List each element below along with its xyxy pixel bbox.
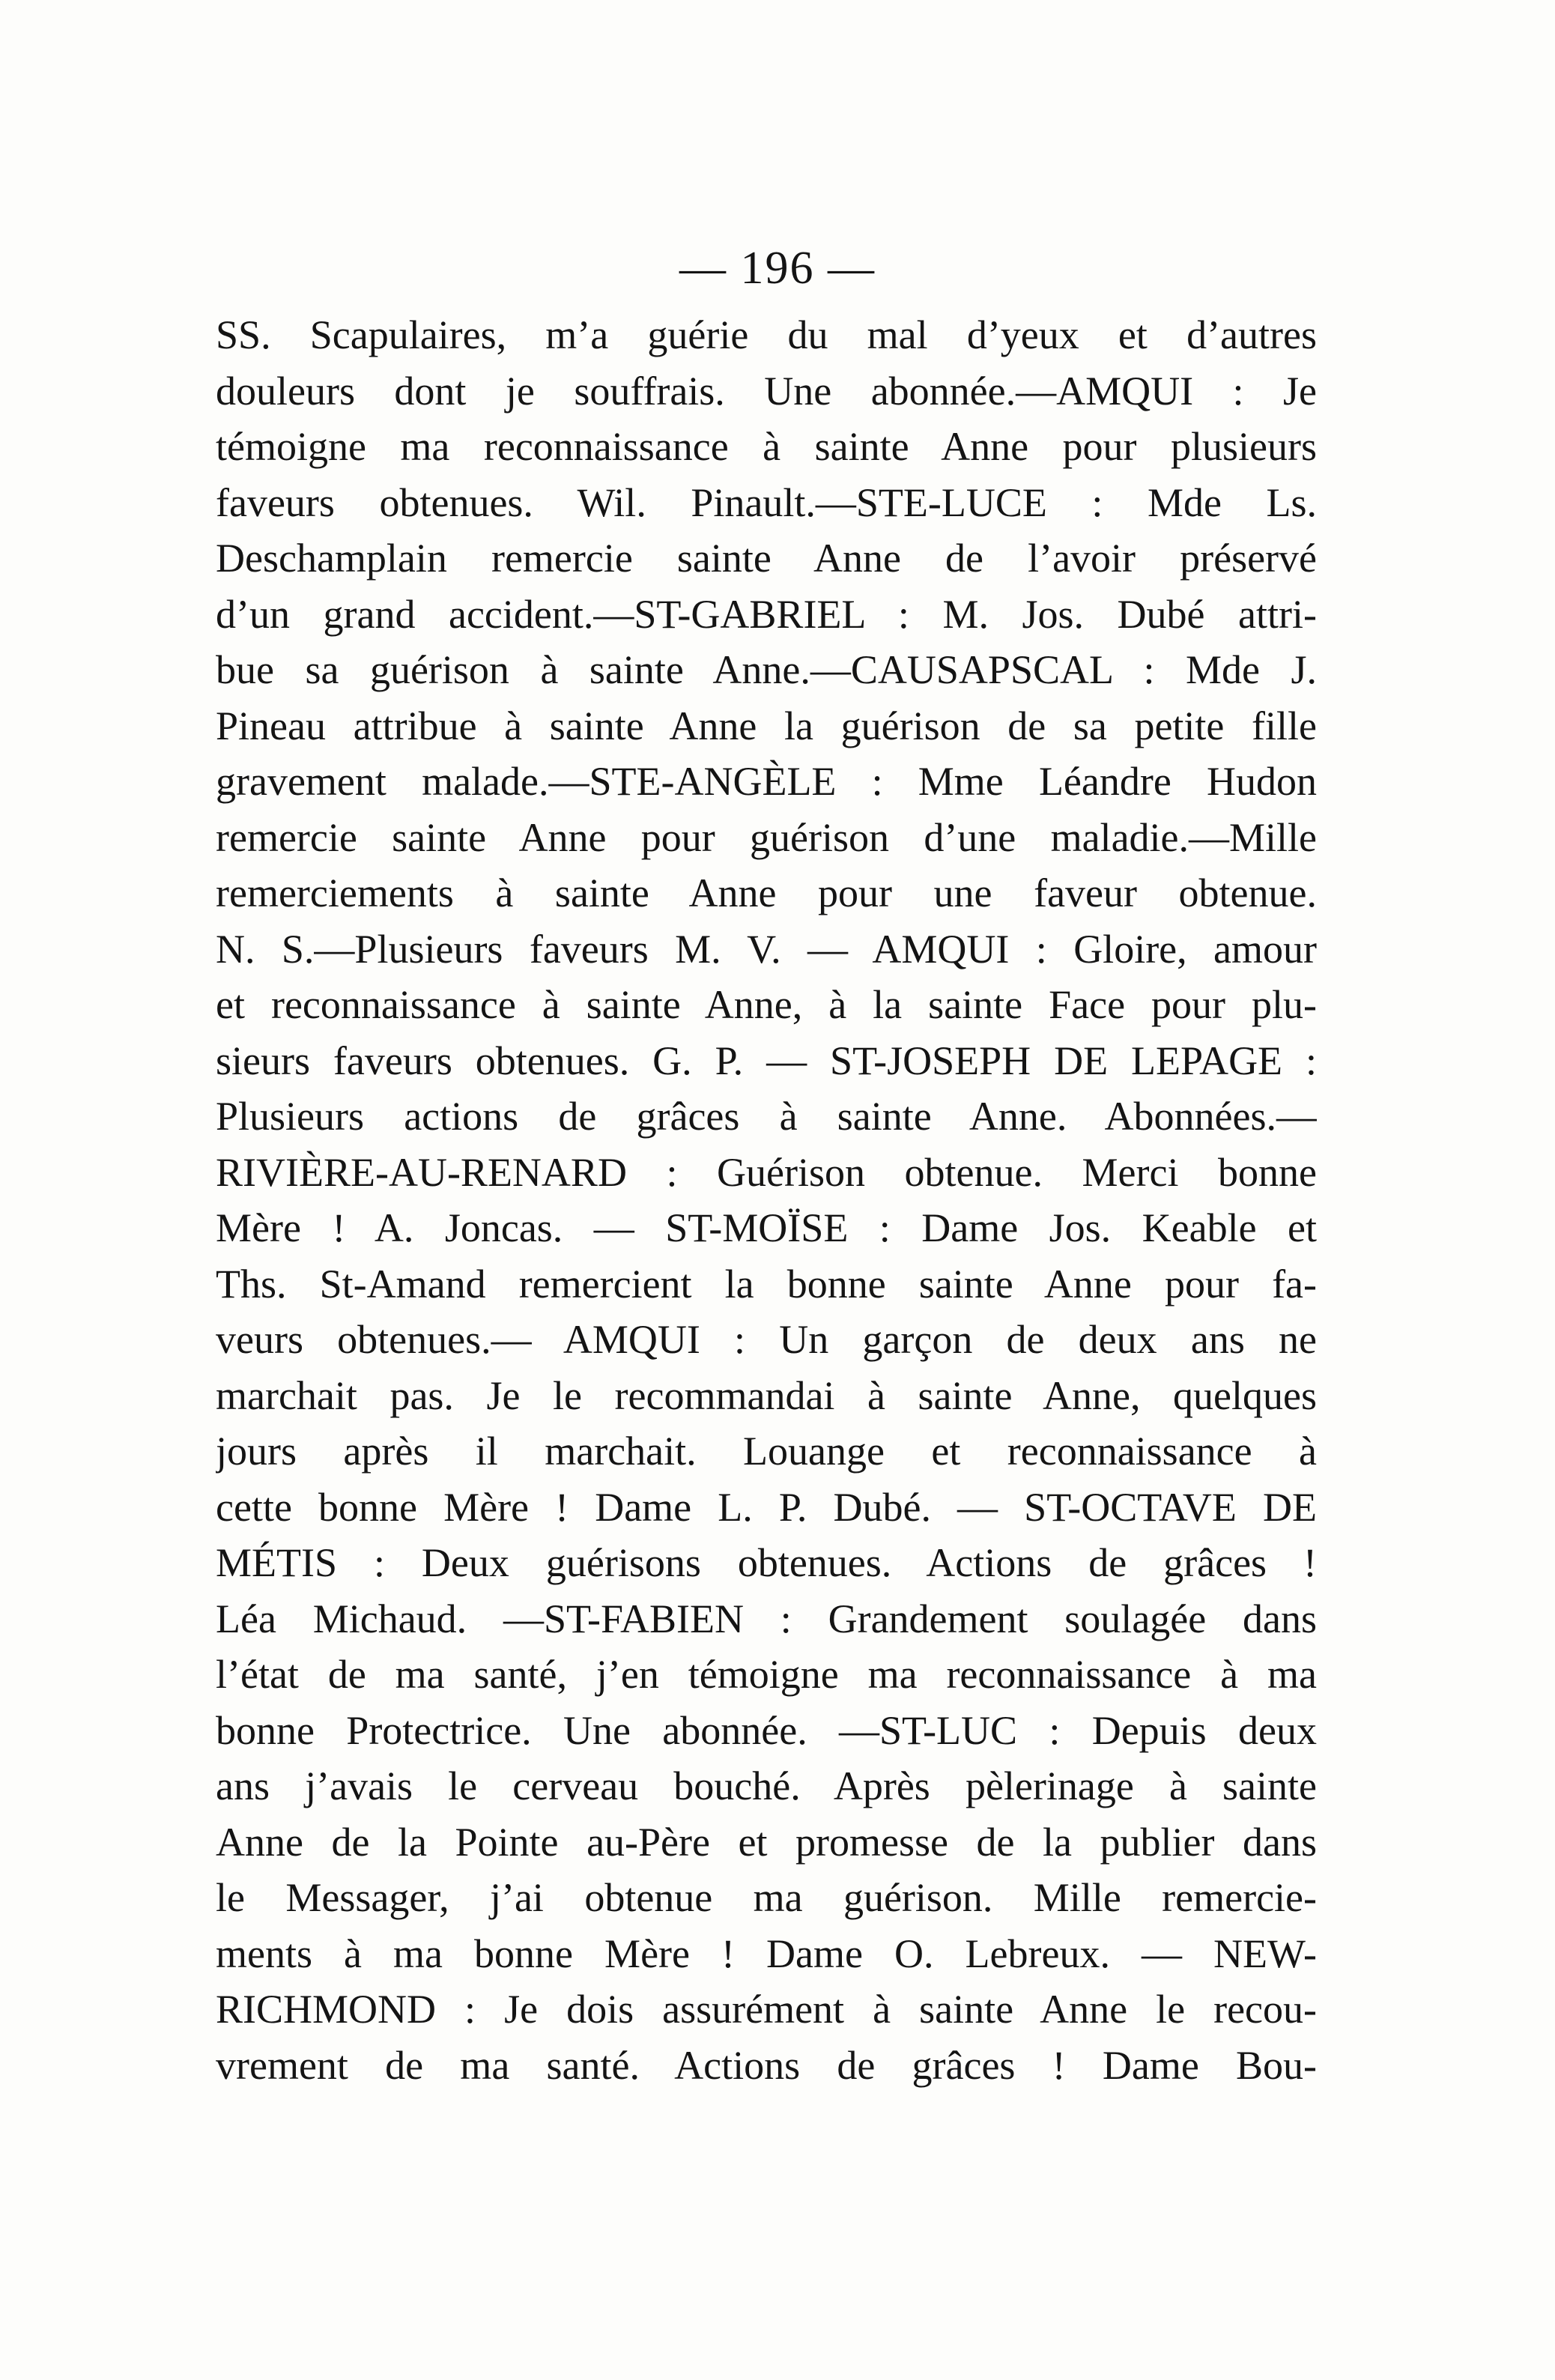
text-line: MÉTIS : Deux guérisons obtenues. Actions de grâces ! [216,1540,1317,1585]
text-line: faveurs obtenues. Wil. Pinault.—STE-LUCE : Mde Ls. [216,479,1317,525]
text-line: Plusieurs actions de grâces à sainte Anne. Abonnées.— [216,1094,1317,1139]
body-text [216,307,1317,2093]
text-line: d’un grand accident.—ST-GABRIEL : M. Jos. Dubé attri- [216,591,1317,637]
page-number-value: 196 [740,243,815,294]
text-line: veurs obtenues.— AMQUI : Un garçon de deux ans ne [216,1317,1317,1362]
text-line: l’état de ma santé, j’en témoigne ma reconnaissance à ma [216,1652,1317,1697]
text-line: sieurs faveurs obtenues. G. P. — ST-JOSEPH DE LEPAGE : [216,1038,1317,1083]
text-line: Deschamplain remercie sainte Anne de l’avoir préservé [216,536,1317,581]
text-line: jours après il marchait. Louange et reconnaissance à [216,1429,1317,1474]
text-line: le Messager, j’ai obtenue ma guérison. Mille remercie- [216,1875,1317,1920]
text-line: gravement malade.—STE-ANGÈLE : Mme Léandre Hudon [216,759,1317,804]
text-line: Pineau attribue à sainte Anne la guérison de sa petite fille [216,703,1317,748]
text-line: Ths. St-Amand remercient la bonne sainte Anne pour fa- [216,1261,1317,1306]
page-number-suffix: — [814,243,876,294]
text-line: ments à ma bonne Mère ! Dame O. Lebreux. — NEW- [216,1931,1317,1976]
text-line: vrement de ma santé. Actions de grâces ! Dame Bou- [216,2042,1317,2088]
text-line: bue sa guérison à sainte Anne.—CAUSAPSCAL : Mde J. [216,647,1317,692]
page-number-prefix: — [679,243,741,294]
text-line: remercie sainte Anne pour guérison d’une maladie.—Mille [216,814,1317,860]
text-line: RIVIÈRE-AU-RENARD : Guérison obtenue. Merci bonne [216,1149,1317,1195]
text-line: Anne de la Pointe au-Père et promesse de la publier dans [216,1819,1317,1865]
text-line: Léa Michaud. —ST-FABIEN : Grandement soulagée dans [216,1596,1317,1641]
text-line: N. S.—Plusieurs faveurs M. V. — AMQUI : Gloire, amour [216,926,1317,972]
text-line: ans j’avais le cerveau bouché. Après pèlerinage à sainte [216,1763,1317,1808]
text-line: bonne Protectrice. Une abonnée. —ST-LUC : Depuis deux [216,1707,1317,1753]
text-line: RICHMOND : Je dois assurément à sainte Anne le recou- [216,1987,1317,2032]
page-number [0,238,1555,298]
text-line: cette bonne Mère ! Dame L. P. Dubé. — ST-OCTAVE DE [216,1484,1317,1530]
text-line: remerciements à sainte Anne pour une faveur obtenue. [216,870,1317,915]
text-line: SS. Scapulaires, m’a guérie du mal d’yeux et d’autres [216,312,1317,357]
text-line: et reconnaissance à sainte Anne, à la sainte Face pour plu- [216,982,1317,1027]
text-line: marchait pas. Je le recommandai à sainte Anne, quelques [216,1372,1317,1418]
text-line: Mère ! A. Joncas. — ST-MOÏSE : Dame Jos. Keable et [216,1205,1317,1250]
text-line: témoigne ma reconnaissance à sainte Anne pour plusieurs [216,424,1317,469]
text-line: douleurs dont je souffrais. Une abonnée.—AMQUI : Je [216,368,1317,414]
